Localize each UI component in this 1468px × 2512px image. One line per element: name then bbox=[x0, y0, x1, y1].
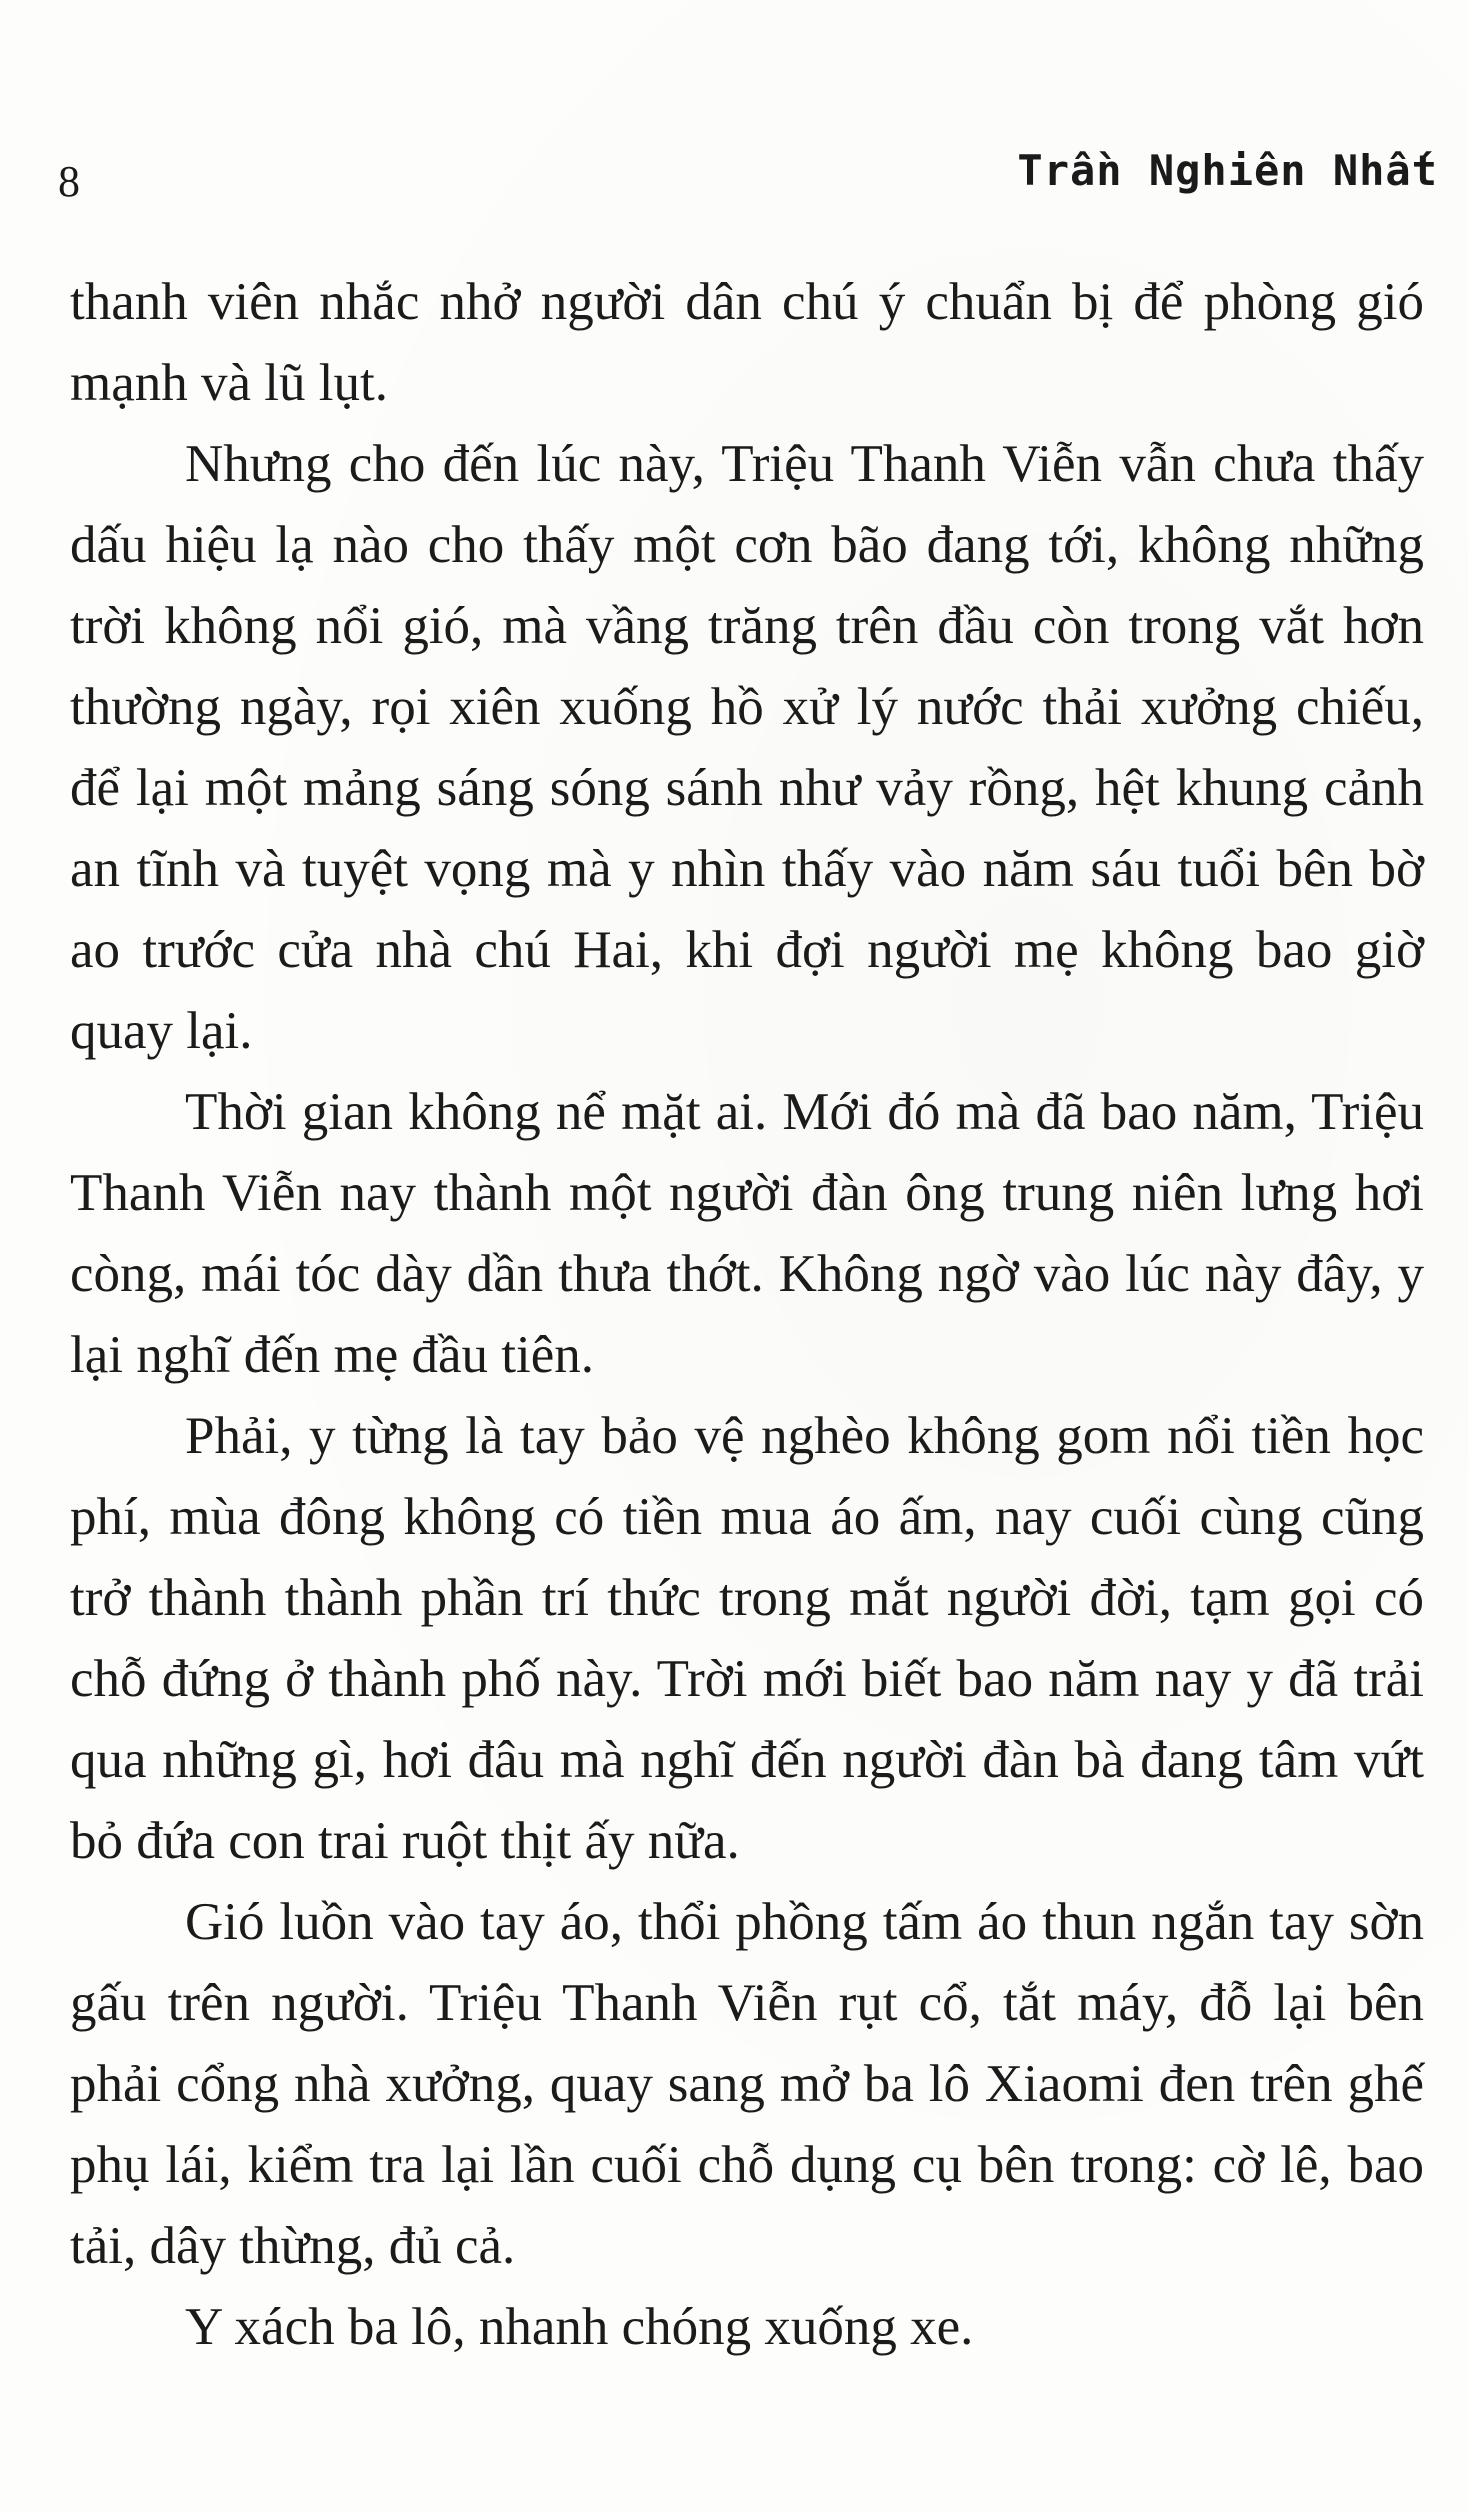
paragraph-1: thanh viên nhắc nhở người dân chú ý chuẩn bị để phòng gió mạnh và lũ lụt. bbox=[70, 273, 1424, 412]
paragraph-6: Y xách ba lô, nhanh chóng xuống xe. bbox=[185, 2298, 974, 2356]
paragraph-2: Nhưng cho đến lúc này, Triệu Thanh Viễn vẫn chưa thấy dấu hiệu lạ nào cho thấy một cơn bão đang tới, không những trời không nổi gió, mà vầng trăng trên đầu còn trong vắt hơn thường ngày, rọi xiên xuống hồ xử lý nước thải xưởng chiếu, để lại một mảng sáng sóng sánh như vảy rồng, hệt khung cảnh an tĩnh và tuyệt vọng mà y nhìn thấy vào năm sáu tuổi bên bờ ao trước cửa nhà chú Hai, khi đợi người mẹ không bao giờ quay lại. bbox=[70, 435, 1424, 1060]
paragraph-4: Phải, y từng là tay bảo vệ nghèo không gom nổi tiền học phí, mùa đông không có tiền mua áo ấm, nay cuối cùng cũng trở thành thành phần trí thức trong mắt người đời, tạm gọi có chỗ đứng ở thành phố này. Trời mới biết bao năm nay y đã trải qua những gì, hơi đâu mà nghĩ đến người đàn bà đang tâm vứt bỏ đứa con trai ruột thịt ấy nữa. bbox=[70, 1407, 1424, 1870]
page-number: 8 bbox=[58, 157, 80, 206]
paragraph-5: Gió luồn vào tay áo, thổi phồng tấm áo thun ngắn tay sờn gấu trên người. Triệu Thanh Viễn rụt cổ, tắt máy, đỗ lại bên phải cổng nhà xưởng, quay sang mở ba lô Xiaomi đen trên ghế phụ lái, kiểm tra lại lần cuối chỗ dụng cụ bên trong: cờ lê, bao tải, dây thừng, đủ cả. bbox=[70, 1893, 1424, 2275]
paragraph-3: Thời gian không nể mặt ai. Mới đó mà đã bao năm, Triệu Thanh Viễn nay thành một người đàn ông trung niên lưng hơi còng, mái tóc dày dần thưa thớt. Không ngờ vào lúc này đây, y lại nghĩ đến mẹ đầu tiên. bbox=[70, 1083, 1424, 1384]
running-head-author: Trần Nghiên Nhất bbox=[1017, 146, 1438, 195]
body-text bbox=[70, 262, 1424, 2368]
